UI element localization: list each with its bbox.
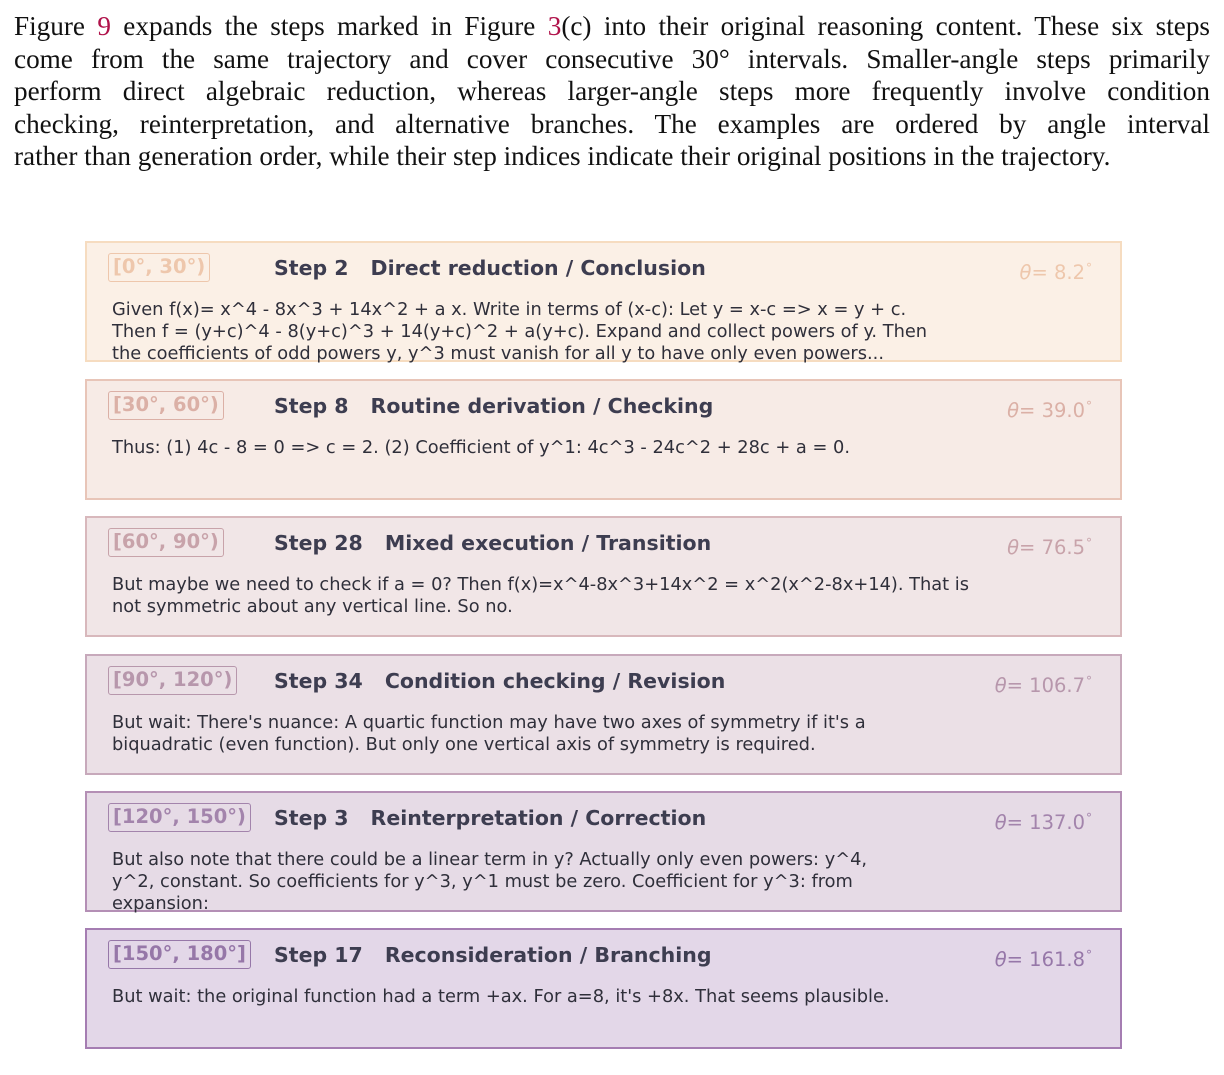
step-card [85,791,1122,912]
step-title: Reconsideration / Branching [384,943,712,967]
intro-line-5: rather than generation order, while their step indices indicate their original positions in the trajectory. [14,141,1111,172]
step-header [274,942,712,968]
step-header [274,255,706,281]
step-title: Routine derivation / Checking [370,394,714,418]
reasoning-content [112,849,1012,914]
intro-text: expands the steps marked in Figure [110,11,548,41]
step-title: Condition checking / Revision [384,669,726,693]
step-card [85,241,1122,362]
reasoning-content [112,712,1012,756]
theta-number: = 39.0 [1019,399,1085,422]
angle-range-badge: [30°, 60°) [108,391,224,420]
theta-value [1020,256,1093,285]
figure-ref-link[interactable]: 3 [547,11,562,41]
step-index: Step 8 [274,394,349,418]
theta-value [995,943,1092,972]
angle-range-badge: [150°, 180°] [108,940,251,969]
degree-symbol: ° [1086,399,1092,413]
step-header [274,393,713,419]
reasoning-line: not symmetric about any vertical line. So no. [112,595,513,617]
reasoning-line: Thus: (1) 4c - 8 = 0 => c = 2. (2) Coefficient of y^1: 4c^3 - 24c^2 + 28c + a = 0. [112,437,850,458]
reasoning-line: But also note that there could be a linear term in y? Actually only even powers: y^4, [112,849,868,870]
step-card [85,654,1122,775]
step-header [274,805,706,831]
theta-number: = 8.2 [1031,261,1085,284]
theta-value [1007,531,1092,560]
reasoning-line: Then f = (y+c)^4 - 8(y+c)^3 + 14(y+c)^2 + a(y+c). Expand and collect powers of y. Then [112,320,928,342]
intro-line-1 [14,10,1210,43]
theta-symbol: θ [1019,261,1032,284]
reasoning-line: But maybe we need to check if a = 0? Then f(x)=x^4-8x^3+14x^2 = x^2(x^2-8x+14). That is [112,574,969,595]
theta-value [995,806,1092,835]
theta-symbol: θ [1007,536,1020,559]
step-index: Step 28 [274,531,363,555]
step-title: Reinterpretation / Correction [370,806,707,830]
step-index: Step 34 [274,669,363,693]
step-title: Mixed execution / Transition [384,531,712,555]
angle-range-badge: [120°, 150°) [108,803,251,832]
step-card [85,928,1122,1049]
degree-symbol: ° [1086,536,1092,550]
reasoning-content [112,299,1012,364]
step-header [274,668,725,694]
degree-symbol: ° [1086,261,1092,275]
reasoning-line: biquadratic (even function). But only one vertical axis of symmetry is required. [112,733,816,755]
theta-number: = 106.7 [1006,674,1085,697]
theta-symbol: θ [994,674,1007,697]
step-index: Step 2 [274,256,349,280]
step-index: Step 3 [274,806,349,830]
reasoning-line: y^2, constant. So coefficients for y^3, y^1 must be zero. Coefficient for y^3: from [112,870,853,892]
degree-symbol: ° [1086,948,1092,962]
reasoning-content [112,986,1012,1008]
intro-text: (c) into their original reasoning content. These six steps [561,11,1210,41]
intro-paragraph [14,10,1210,173]
step-header [274,530,711,556]
reasoning-content [112,437,1012,459]
step-card [85,516,1122,637]
intro-line-2: come from the same trajectory and cover consecutive 30° intervals. Smaller-angle steps primarily [14,43,1210,74]
theta-value [1007,394,1092,423]
degree-symbol: ° [1086,811,1092,825]
reasoning-line: Given f(x)= x^4 - 8x^3 + 14x^2 + a x. Write in terms of (x-c): Let y = x-c => x = y + c. [112,299,907,320]
reasoning-line: But wait: There's nuance: A quartic function may have two axes of symmetry if it's a [112,712,866,733]
theta-number: = 76.5 [1019,536,1085,559]
intro-line-3: perform direct algebraic reduction, whereas larger-angle steps more frequently involve condition [14,76,1210,107]
reasoning-line: But wait: the original function had a term +ax. For a=8, it's +8x. That seems plausible. [112,986,890,1007]
intro-text: Figure [14,11,98,41]
angle-range-badge: [60°, 90°) [108,528,224,557]
step-title: Direct reduction / Conclusion [370,256,706,280]
angle-range-badge: [90°, 120°) [108,666,237,695]
theta-symbol: θ [994,811,1007,834]
degree-symbol: ° [1086,674,1092,688]
theta-symbol: θ [994,948,1007,971]
step-card [85,379,1122,500]
theta-number: = 137.0 [1006,811,1085,834]
intro-line-4: checking, reinterpretation, and alternative branches. The examples are ordered by angle interval [14,108,1210,139]
reasoning-line: expansion: [112,892,209,914]
reasoning-line: the coefficients of odd powers y, y^3 must vanish for all y to have only even powers... [112,342,884,364]
reasoning-content [112,574,1012,618]
step-index: Step 17 [274,943,363,967]
theta-value [995,669,1092,698]
theta-symbol: θ [1007,399,1020,422]
theta-number: = 161.8 [1006,948,1085,971]
figure-ref-link[interactable]: 9 [97,11,111,41]
angle-range-badge: [0°, 30°) [108,253,210,282]
